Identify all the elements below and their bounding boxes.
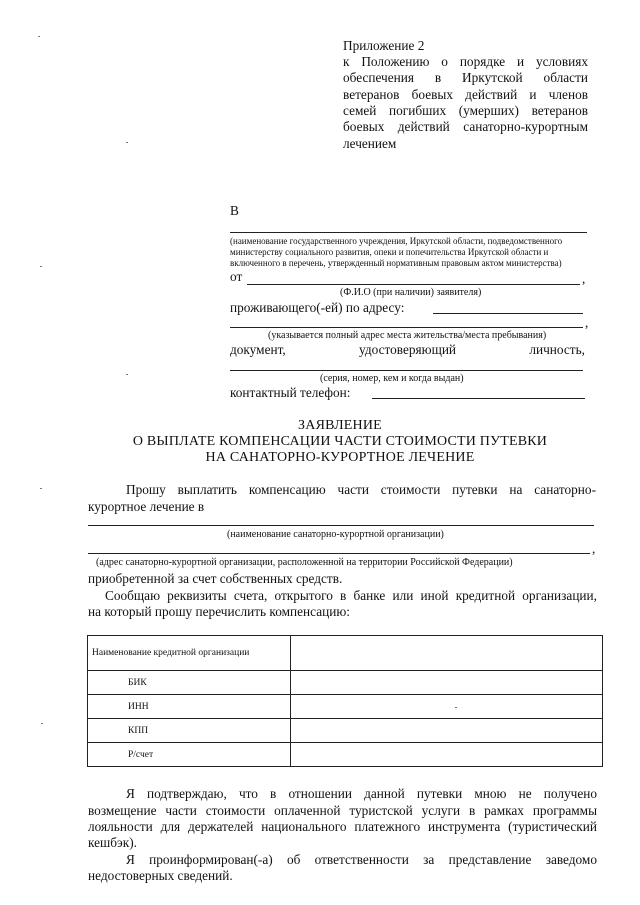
kpp-field[interactable] xyxy=(291,719,603,743)
comma: , xyxy=(585,315,589,330)
bik-label: БИК xyxy=(88,671,291,695)
confirmation-text: возмещение части стоимости оплаченной туристской услуги в рамках программы xyxy=(88,803,597,818)
comma: , xyxy=(592,541,596,556)
kpp-label: КПП xyxy=(88,719,291,743)
scan-speck xyxy=(41,723,43,724)
sanatorium-name-line xyxy=(88,525,594,526)
table-row xyxy=(88,743,603,767)
inn-label: ИНН xyxy=(88,695,291,719)
bank-name-label: Наименование кредитной организации xyxy=(88,636,291,671)
appendix-line: боевых действий санаторно-курортным xyxy=(343,119,588,134)
applicant-name-caption: (Ф.И.О (при наличии) заявителя) xyxy=(340,287,482,298)
sanatorium-address-line xyxy=(88,553,590,554)
bank-requisites-table xyxy=(87,635,603,767)
statement-title: НА САНАТОРНО-КУРОРТНОЕ ЛЕЧЕНИЕ xyxy=(205,450,475,465)
address-line-2 xyxy=(230,327,583,328)
table-row xyxy=(88,695,603,719)
phone-label: контактный телефон: xyxy=(230,385,351,400)
appendix-line: ветеранов боевых действий и членов xyxy=(343,87,588,102)
requisites-text: на который прошу перечислить компенсацию: xyxy=(88,604,350,619)
document-caption: (серия, номер, кем и когда выдан) xyxy=(320,373,464,384)
table-row xyxy=(88,636,603,671)
address-line xyxy=(433,313,583,314)
appendix-line: обеспечения в Иркутской области xyxy=(343,70,588,85)
bik-field[interactable] xyxy=(291,671,603,695)
comma: , xyxy=(582,271,586,286)
document-label: документ, удостоверяющий личность, xyxy=(230,342,585,357)
phone-line xyxy=(372,398,585,399)
sanatorium-address-caption: (адрес санаторно-курортной организации, расположенной на территории Российской Федерации) xyxy=(96,557,513,568)
scan-speck xyxy=(38,36,40,37)
table-row xyxy=(88,719,603,743)
confirmation-text: кешбэк). xyxy=(88,835,137,850)
sanatorium-name-caption: (наименование санаторно-курортной организации) xyxy=(227,529,444,540)
to-prefix: В xyxy=(230,203,239,218)
applicant-name-line xyxy=(247,284,580,285)
appendix-title: Приложение 2 xyxy=(343,38,425,53)
inn-field[interactable] xyxy=(291,695,603,719)
institution-caption: включенного в перечень, утвержденный нормативным правовым актом министерства) xyxy=(230,258,562,268)
institution-caption: министерству социального развития, опеки и попечительства Иркутской области и xyxy=(230,247,549,257)
institution-line xyxy=(230,232,587,233)
table-row xyxy=(88,671,603,695)
residing-label: проживающего(-ей) по адресу: xyxy=(230,300,405,315)
confirmation-text: лояльности для держателей национального платежного инструмента (туристический xyxy=(88,819,597,834)
from-prefix: от xyxy=(230,269,243,284)
requisites-text: Сообщаю реквизиты счета, открытого в банке или иной кредитной организации, xyxy=(105,588,597,603)
document-line xyxy=(230,370,583,371)
appendix-line: к Положению о порядке и условиях xyxy=(343,54,588,69)
informed-text: недостоверных сведений. xyxy=(88,868,233,883)
informed-text: Я проинформирован(-а) об ответственности за представление заведомо xyxy=(126,852,597,867)
request-text: Прошу выплатить компенсацию части стоимости путевки на санаторно- xyxy=(126,482,596,497)
scan-speck xyxy=(126,374,128,375)
scan-speck xyxy=(126,142,128,143)
statement-title: О ВЫПЛАТЕ КОМПЕНСАЦИИ ЧАСТИ СТОИМОСТИ ПУТЕВКИ xyxy=(132,434,548,449)
purchased-text: приобретенной за счет собственных средств. xyxy=(88,571,343,586)
request-text: курортное лечение в xyxy=(88,499,205,514)
address-caption: (указывается полный адрес места жительства/места пребывания) xyxy=(268,330,547,341)
account-label: Р/счет xyxy=(88,743,291,767)
appendix-line: семей погибших (умерших) ветеранов xyxy=(343,103,588,118)
scan-speck xyxy=(40,488,42,489)
appendix-line: лечением xyxy=(343,136,397,151)
statement-title: ЗАЯВЛЕНИЕ xyxy=(298,418,382,433)
scan-speck xyxy=(40,266,42,267)
account-field[interactable] xyxy=(291,743,603,767)
bank-name-field[interactable] xyxy=(291,636,603,671)
institution-caption: (наименование государственного учреждения, Иркутской области, подведомственного xyxy=(230,236,563,246)
confirmation-text: Я подтверждаю, что в отношении данной путевки мною не получено xyxy=(126,786,597,801)
